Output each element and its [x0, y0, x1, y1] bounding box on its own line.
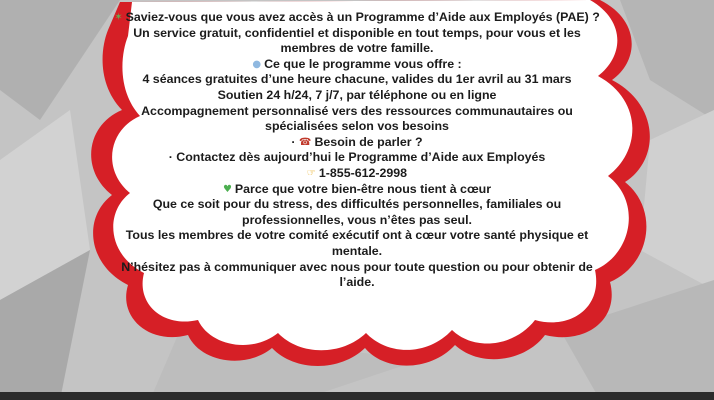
party-popper-icon: ✶ [114, 12, 123, 23]
speech-bubble-icon: ● [252, 58, 262, 70]
wellbeing-text: Que ce soit pour du stress, des difficultés personnelles, familiales ou professionnelles, vous n’êtes pas seul. [152, 197, 562, 227]
talk-prefix: · [291, 134, 296, 149]
phone-number[interactable]: 1-855-612-2998 [318, 165, 408, 180]
contact-line: · Contactez dès aujourd’hui le Programme d’Aide aux Employés [168, 150, 546, 165]
intro-text: Saviez-vous que vous avez accès à un Programme d’Aide aux Employés (PAE) ? [125, 10, 600, 24]
program-item: Accompagnement personnalisé vers des ressources communautaires ou spécialisées selon vos besoins [141, 103, 573, 134]
program-heading: Ce que le programme vous offre : [264, 56, 462, 71]
wellbeing-heading-line [110, 182, 604, 198]
pointing-hand-icon: ☞ [306, 167, 316, 179]
green-heart-icon: ♥ [222, 183, 232, 195]
intro-detail: Un service gratuit, confidentiel et disponible en tout temps, pour vous et les membres de votre famille. [133, 25, 581, 56]
talk-heading-line [110, 135, 604, 151]
committee-text: Tous les membres de votre comité exécutif ont à cœur votre santé physique et mentale. [125, 228, 589, 258]
message-block [110, 10, 604, 291]
telephone-icon: ☎ [299, 136, 312, 148]
intro-line [110, 10, 604, 26]
program-heading-line [110, 57, 604, 73]
footer-bar [0, 392, 714, 400]
program-item: Soutien 24 h/24, 7 j/7, par téléphone ou en ligne [217, 87, 497, 102]
wellbeing-heading: Parce que votre bien-être nous tient à cœur [234, 181, 492, 196]
program-item: 4 séances gratuites d’une heure chacune, valides du 1er avril au 31 mars [142, 72, 572, 87]
closing-text: N’hésitez pas à communiquer avec nous pour toute question ou pour obtenir de l’aide. [121, 259, 593, 290]
phone-line [110, 166, 604, 182]
talk-heading: Besoin de parler ? [314, 134, 423, 149]
